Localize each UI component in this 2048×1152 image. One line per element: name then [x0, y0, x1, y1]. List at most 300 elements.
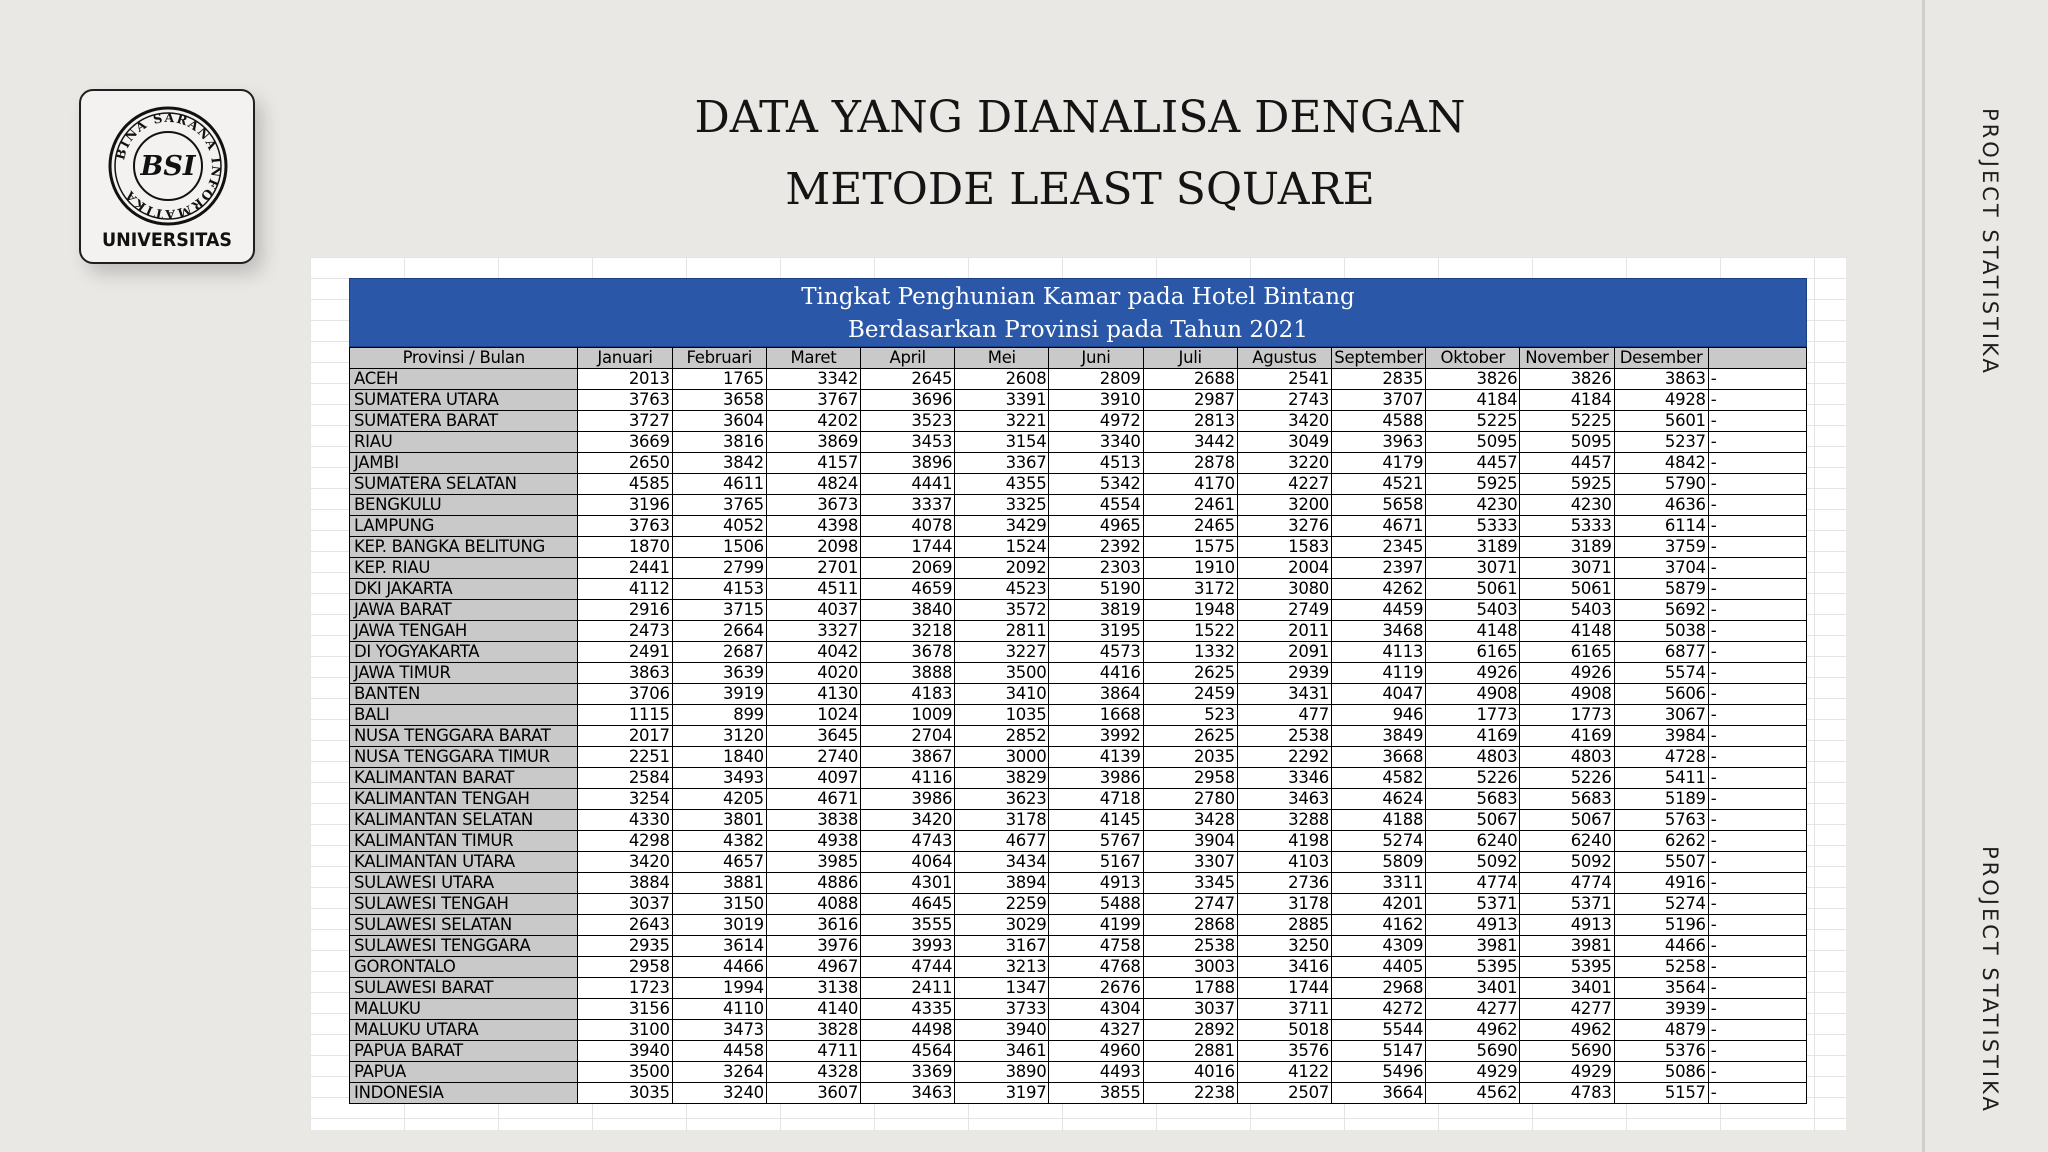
slide-title-line-2: METODE LEAST SQUARE	[785, 164, 1375, 215]
table-row	[350, 768, 1807, 789]
extra-cell: -	[1708, 474, 1806, 495]
value-cell: 2098	[766, 537, 860, 558]
value-cell: 4671	[766, 789, 860, 810]
value-cell: 5061	[1520, 579, 1614, 600]
province-cell: GORONTALO	[350, 957, 578, 978]
value-cell: 3327	[766, 621, 860, 642]
value-cell: 3940	[578, 1041, 672, 1062]
value-cell: 3100	[578, 1020, 672, 1041]
value-cell: 1840	[672, 747, 766, 768]
value-cell: 3468	[1331, 621, 1425, 642]
value-cell: 3993	[861, 936, 955, 957]
value-cell: 5226	[1520, 768, 1614, 789]
value-cell: 4113	[1331, 642, 1425, 663]
value-cell: 3904	[1143, 831, 1237, 852]
value-cell: 3863	[578, 663, 672, 684]
value-cell: 3607	[766, 1083, 860, 1104]
province-cell: MALUKU	[350, 999, 578, 1020]
value-cell: 3888	[861, 663, 955, 684]
value-cell: 4188	[1331, 810, 1425, 831]
value-cell: 4298	[578, 831, 672, 852]
province-cell: BENGKULU	[350, 495, 578, 516]
value-cell: 5333	[1520, 516, 1614, 537]
value-cell: 3867	[861, 747, 955, 768]
value-cell: 4962	[1520, 1020, 1614, 1041]
value-cell: 4112	[578, 579, 672, 600]
value-cell: 1948	[1143, 600, 1237, 621]
value-cell: 3003	[1143, 957, 1237, 978]
table-row	[350, 684, 1807, 705]
extra-cell: -	[1708, 558, 1806, 579]
value-cell: 4301	[861, 873, 955, 894]
value-cell: 3195	[1049, 621, 1143, 642]
value-cell: 2687	[672, 642, 766, 663]
extra-cell: -	[1708, 369, 1806, 390]
value-cell: 3658	[672, 390, 766, 411]
value-cell: 3307	[1143, 852, 1237, 873]
value-cell: 2835	[1331, 369, 1425, 390]
table-header-row	[350, 348, 1807, 369]
value-cell: 3178	[955, 810, 1049, 831]
value-cell: 2292	[1237, 747, 1331, 768]
value-cell: 3080	[1237, 579, 1331, 600]
value-cell: 1773	[1520, 705, 1614, 726]
table-row	[350, 936, 1807, 957]
value-cell: 4116	[861, 768, 955, 789]
extra-cell: -	[1708, 705, 1806, 726]
value-cell: 1024	[766, 705, 860, 726]
value-cell: 3346	[1237, 768, 1331, 789]
value-cell: 3200	[1237, 495, 1331, 516]
value-cell: 3826	[1426, 369, 1520, 390]
extra-cell: -	[1708, 999, 1806, 1020]
value-cell: 3940	[955, 1020, 1049, 1041]
value-cell: 3049	[1237, 432, 1331, 453]
value-cell: 5376	[1614, 1041, 1708, 1062]
table-row	[350, 957, 1807, 978]
value-cell: 4183	[861, 684, 955, 705]
value-cell: 4929	[1426, 1062, 1520, 1083]
value-cell: 6114	[1614, 516, 1708, 537]
value-cell: 5692	[1614, 600, 1708, 621]
value-cell: 2664	[672, 621, 766, 642]
value-cell: 4110	[672, 999, 766, 1020]
value-cell: 5790	[1614, 474, 1708, 495]
value-cell: 4103	[1237, 852, 1331, 873]
extra-cell: -	[1708, 1062, 1806, 1083]
value-cell: 1723	[578, 978, 672, 999]
value-cell: 4078	[861, 516, 955, 537]
value-cell: 4199	[1049, 915, 1143, 936]
value-cell: 2968	[1331, 978, 1425, 999]
value-cell: 2092	[955, 558, 1049, 579]
extra-cell: -	[1708, 642, 1806, 663]
value-cell: 4169	[1426, 726, 1520, 747]
value-cell: 5411	[1614, 768, 1708, 789]
value-cell: 4513	[1049, 453, 1143, 474]
value-cell: 2459	[1143, 684, 1237, 705]
value-cell: 4335	[861, 999, 955, 1020]
column-header: Februari	[672, 348, 766, 369]
value-cell: 4711	[766, 1041, 860, 1062]
value-cell: 3976	[766, 936, 860, 957]
value-cell: 3869	[766, 432, 860, 453]
value-cell: 2650	[578, 453, 672, 474]
value-cell: 2473	[578, 621, 672, 642]
value-cell: 3678	[861, 642, 955, 663]
column-header: Agustus	[1237, 348, 1331, 369]
value-cell: 5274	[1331, 831, 1425, 852]
value-cell: 4645	[861, 894, 955, 915]
extra-cell: -	[1708, 684, 1806, 705]
value-cell: 3819	[1049, 600, 1143, 621]
value-cell: 4020	[766, 663, 860, 684]
column-header: September	[1331, 348, 1425, 369]
value-cell: 3890	[955, 1062, 1049, 1083]
value-cell: 3849	[1331, 726, 1425, 747]
value-cell: 2743	[1237, 390, 1331, 411]
table-row	[350, 432, 1807, 453]
value-cell: 2892	[1143, 1020, 1237, 1041]
value-cell: 4457	[1520, 453, 1614, 474]
value-cell: 4774	[1520, 873, 1614, 894]
value-cell: 4145	[1049, 810, 1143, 831]
value-cell: 4047	[1331, 684, 1425, 705]
value-cell: 6877	[1614, 642, 1708, 663]
value-cell: 4965	[1049, 516, 1143, 537]
extra-cell: -	[1708, 663, 1806, 684]
extra-cell: -	[1708, 516, 1806, 537]
slide-title-line-1: DATA YANG DIANALISA DENGAN	[694, 92, 1466, 143]
value-cell: 4277	[1520, 999, 1614, 1020]
side-label-bottom: PROJECT STATISTIKA	[1978, 846, 2002, 1114]
value-cell: 3523	[861, 411, 955, 432]
value-cell: 3838	[766, 810, 860, 831]
extra-cell: -	[1708, 831, 1806, 852]
value-cell: 3276	[1237, 516, 1331, 537]
value-cell: 4523	[955, 579, 1049, 600]
table-row	[350, 705, 1807, 726]
value-cell: 5274	[1614, 894, 1708, 915]
value-cell: 1773	[1426, 705, 1520, 726]
extra-cell: -	[1708, 915, 1806, 936]
table-row	[350, 978, 1807, 999]
province-cell: SUMATERA UTARA	[350, 390, 578, 411]
value-cell: 1870	[578, 537, 672, 558]
value-cell: 3555	[861, 915, 955, 936]
value-cell: 2747	[1143, 894, 1237, 915]
value-cell: 3367	[955, 453, 1049, 474]
province-cell: KALIMANTAN TENGAH	[350, 789, 578, 810]
province-cell: KEP. RIAU	[350, 558, 578, 579]
value-cell: 3894	[955, 873, 1049, 894]
table-row	[350, 369, 1807, 390]
province-cell: BALI	[350, 705, 578, 726]
value-cell: 1115	[578, 705, 672, 726]
province-cell: PAPUA	[350, 1062, 578, 1083]
value-cell: 4304	[1049, 999, 1143, 1020]
value-cell: 4928	[1614, 390, 1708, 411]
province-cell: SULAWESI BARAT	[350, 978, 578, 999]
value-cell: 5342	[1049, 474, 1143, 495]
province-cell: KALIMANTAN UTARA	[350, 852, 578, 873]
value-cell: 5395	[1426, 957, 1520, 978]
value-cell: 5061	[1426, 579, 1520, 600]
value-cell: 4139	[1049, 747, 1143, 768]
value-cell: 5086	[1614, 1062, 1708, 1083]
value-cell: 2881	[1143, 1041, 1237, 1062]
value-cell: 4330	[578, 810, 672, 831]
value-cell: 3035	[578, 1083, 672, 1104]
value-cell: 3816	[672, 432, 766, 453]
table-row	[350, 1083, 1807, 1104]
province-cell: KALIMANTAN SELATAN	[350, 810, 578, 831]
table-row	[350, 642, 1807, 663]
table-title-line-1: Tingkat Penghunian Kamar pada Hotel Bintang	[801, 284, 1355, 310]
value-cell: 3840	[861, 600, 955, 621]
value-cell: 3220	[1237, 453, 1331, 474]
value-cell: 3767	[766, 390, 860, 411]
value-cell: 4162	[1331, 915, 1425, 936]
value-cell: 2584	[578, 768, 672, 789]
value-cell: 3410	[955, 684, 1049, 705]
extra-cell: -	[1708, 978, 1806, 999]
value-cell: 3416	[1237, 957, 1331, 978]
value-cell: 4262	[1331, 579, 1425, 600]
value-cell: 3669	[578, 432, 672, 453]
value-cell: 4493	[1049, 1062, 1143, 1083]
value-cell: 5395	[1520, 957, 1614, 978]
extra-cell: -	[1708, 432, 1806, 453]
table-row	[350, 600, 1807, 621]
value-cell: 4585	[578, 474, 672, 495]
value-cell: 4972	[1049, 411, 1143, 432]
value-cell: 3826	[1520, 369, 1614, 390]
value-cell: 5683	[1426, 789, 1520, 810]
value-cell: 3765	[672, 495, 766, 516]
value-cell: 3884	[578, 873, 672, 894]
value-cell: 5147	[1331, 1041, 1425, 1062]
province-cell: DI YOGYAKARTA	[350, 642, 578, 663]
value-cell: 2608	[955, 369, 1049, 390]
value-cell: 3706	[578, 684, 672, 705]
value-cell: 3000	[955, 747, 1049, 768]
value-cell: 3763	[578, 390, 672, 411]
value-cell: 1575	[1143, 537, 1237, 558]
value-cell: 2507	[1237, 1083, 1331, 1104]
value-cell: 2538	[1143, 936, 1237, 957]
seal-ring-text: BINA SARANA INFORMATIKA	[112, 109, 225, 223]
value-cell: 4148	[1520, 621, 1614, 642]
column-header: Provinsi / Bulan	[350, 348, 578, 369]
extra-cell: -	[1708, 579, 1806, 600]
value-cell: 5157	[1614, 1083, 1708, 1104]
extra-cell: -	[1708, 789, 1806, 810]
extra-cell: -	[1708, 390, 1806, 411]
value-cell: 4169	[1520, 726, 1614, 747]
value-cell: 3984	[1614, 726, 1708, 747]
value-cell: 523	[1143, 705, 1237, 726]
column-header: Oktober	[1426, 348, 1520, 369]
value-cell: 4573	[1049, 642, 1143, 663]
value-cell: 3369	[861, 1062, 955, 1083]
table-row	[350, 495, 1807, 516]
value-cell: 3189	[1520, 537, 1614, 558]
value-cell: 4677	[955, 831, 1049, 852]
value-cell: 2704	[861, 726, 955, 747]
value-cell: 2958	[578, 957, 672, 978]
value-cell: 3401	[1520, 978, 1614, 999]
value-cell: 4967	[766, 957, 860, 978]
value-cell: 1910	[1143, 558, 1237, 579]
value-cell: 5371	[1520, 894, 1614, 915]
column-header: Mei	[955, 348, 1049, 369]
value-cell: 5496	[1331, 1062, 1425, 1083]
value-cell: 2069	[861, 558, 955, 579]
value-cell: 3442	[1143, 432, 1237, 453]
value-cell: 4743	[861, 831, 955, 852]
value-cell: 1524	[955, 537, 1049, 558]
value-cell: 2645	[861, 369, 955, 390]
value-cell: 6165	[1520, 642, 1614, 663]
value-cell: 3288	[1237, 810, 1331, 831]
value-cell: 3461	[955, 1041, 1049, 1062]
value-cell: 5683	[1520, 789, 1614, 810]
value-cell: 5038	[1614, 621, 1708, 642]
column-header: Maret	[766, 348, 860, 369]
value-cell: 3696	[861, 390, 955, 411]
value-cell: 3616	[766, 915, 860, 936]
value-cell: 3189	[1426, 537, 1520, 558]
value-cell: 4309	[1331, 936, 1425, 957]
table-row	[350, 915, 1807, 936]
province-cell: SULAWESI TENGGARA	[350, 936, 578, 957]
value-cell: 4328	[766, 1062, 860, 1083]
value-cell: 5225	[1426, 411, 1520, 432]
value-cell: 2625	[1143, 726, 1237, 747]
value-cell: 4521	[1331, 474, 1425, 495]
province-cell: KALIMANTAN BARAT	[350, 768, 578, 789]
value-cell: 4037	[766, 600, 860, 621]
column-header: Juli	[1143, 348, 1237, 369]
value-cell: 3493	[672, 768, 766, 789]
value-cell: 4718	[1049, 789, 1143, 810]
value-cell: 3391	[955, 390, 1049, 411]
value-cell: 4184	[1426, 390, 1520, 411]
value-cell: 3711	[1237, 999, 1331, 1020]
value-cell: 1332	[1143, 642, 1237, 663]
value-cell: 6240	[1426, 831, 1520, 852]
value-cell: 6240	[1520, 831, 1614, 852]
value-cell: 5507	[1614, 852, 1708, 873]
value-cell: 3500	[578, 1062, 672, 1083]
value-cell: 3029	[955, 915, 1049, 936]
value-cell: 2811	[955, 621, 1049, 642]
column-header: Januari	[578, 348, 672, 369]
extra-cell: -	[1708, 621, 1806, 642]
value-cell: 1009	[861, 705, 955, 726]
value-cell: 2625	[1143, 663, 1237, 684]
value-cell: 3763	[578, 516, 672, 537]
value-cell: 5258	[1614, 957, 1708, 978]
extra-cell: -	[1708, 537, 1806, 558]
value-cell: 3572	[955, 600, 1049, 621]
value-cell: 5092	[1520, 852, 1614, 873]
value-cell: 3120	[672, 726, 766, 747]
extra-cell: -	[1708, 810, 1806, 831]
value-cell: 4457	[1426, 453, 1520, 474]
value-cell: 4355	[955, 474, 1049, 495]
value-cell: 3213	[955, 957, 1049, 978]
value-cell: 5544	[1331, 1020, 1425, 1041]
value-cell: 2251	[578, 747, 672, 768]
value-cell: 4926	[1520, 663, 1614, 684]
table-row	[350, 1020, 1807, 1041]
value-cell: 4913	[1520, 915, 1614, 936]
value-cell: 2541	[1237, 369, 1331, 390]
province-cell: KALIMANTAN TIMUR	[350, 831, 578, 852]
table-row	[350, 894, 1807, 915]
table-row	[350, 516, 1807, 537]
table-row	[350, 999, 1807, 1020]
value-cell: 2004	[1237, 558, 1331, 579]
value-cell: 2935	[578, 936, 672, 957]
extra-cell: -	[1708, 894, 1806, 915]
value-cell: 3727	[578, 411, 672, 432]
column-header: November	[1520, 348, 1614, 369]
value-cell: 4405	[1331, 957, 1425, 978]
value-cell: 3986	[1049, 768, 1143, 789]
value-cell: 1788	[1143, 978, 1237, 999]
table-row	[350, 852, 1807, 873]
extra-cell: -	[1708, 1020, 1806, 1041]
value-cell: 3664	[1331, 1083, 1425, 1104]
value-cell: 3037	[578, 894, 672, 915]
value-cell: 2465	[1143, 516, 1237, 537]
value-cell: 4962	[1426, 1020, 1520, 1041]
extra-cell: -	[1708, 936, 1806, 957]
value-cell: 4441	[861, 474, 955, 495]
value-cell: 2461	[1143, 495, 1237, 516]
value-cell: 5809	[1331, 852, 1425, 873]
side-label-top: PROJECT STATISTIKA	[1978, 108, 2002, 376]
value-cell: 1744	[1237, 978, 1331, 999]
value-cell: 3340	[1049, 432, 1143, 453]
table-row	[350, 537, 1807, 558]
value-cell: 3167	[955, 936, 1049, 957]
value-cell: 3325	[955, 495, 1049, 516]
table-title-line-2: Berdasarkan Provinsi pada Tahun 2021	[848, 317, 1308, 343]
value-cell: 3614	[672, 936, 766, 957]
value-cell: 3311	[1331, 873, 1425, 894]
value-cell: 5690	[1520, 1041, 1614, 1062]
value-cell: 4122	[1237, 1062, 1331, 1083]
value-cell: 3576	[1237, 1041, 1331, 1062]
value-cell: 4511	[766, 579, 860, 600]
province-cell: JAWA TENGAH	[350, 621, 578, 642]
value-cell: 3067	[1614, 705, 1708, 726]
value-cell: 4824	[766, 474, 860, 495]
value-cell: 3227	[955, 642, 1049, 663]
extra-cell: -	[1708, 453, 1806, 474]
value-cell: 3154	[955, 432, 1049, 453]
value-cell: 4728	[1614, 747, 1708, 768]
value-cell: 5925	[1520, 474, 1614, 495]
value-cell: 5095	[1520, 432, 1614, 453]
value-cell: 4783	[1520, 1083, 1614, 1104]
value-cell: 3434	[955, 852, 1049, 873]
province-cell: DKI JAKARTA	[350, 579, 578, 600]
